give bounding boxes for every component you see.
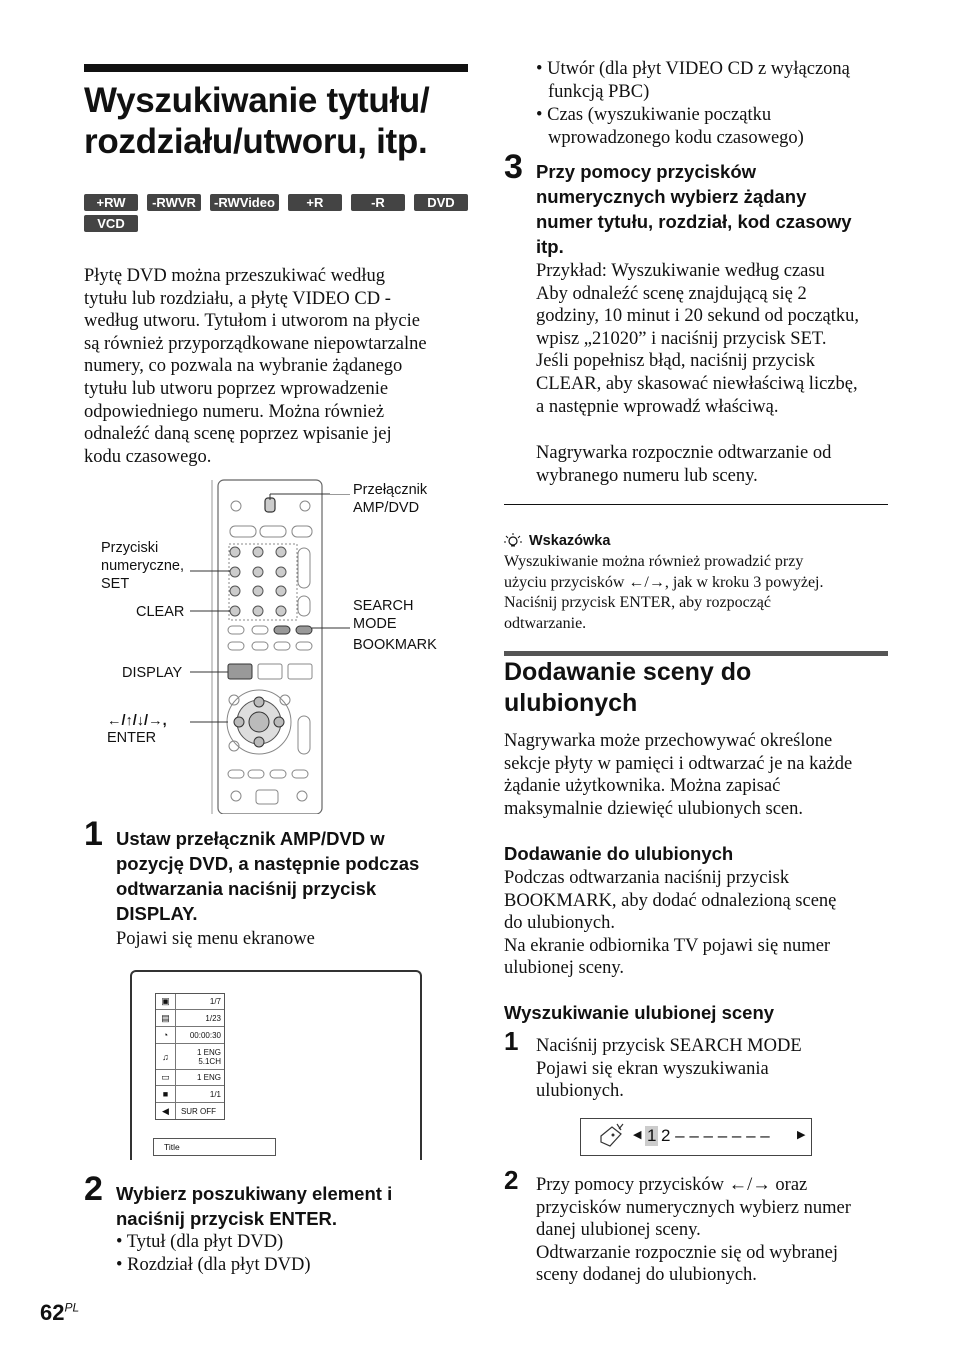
right-bullet: • Czas (wyszukiwanie początku	[536, 105, 772, 125]
step-2-bullet: • Tytuł (dla płyt DVD)	[116, 1232, 284, 1252]
step-heading-line: DISPLAY.	[116, 903, 198, 924]
tip-line: odtwarzanie.	[504, 614, 587, 632]
osd-row-surround	[156, 1103, 224, 1119]
body-line: sekcje płyty w pamięci i odtwarzać je na każde	[504, 753, 853, 774]
bookmark-icon	[597, 1122, 627, 1152]
label-clear: CLEAR	[136, 604, 185, 620]
step-heading-line: pozycję DVD, a następnie podczas	[116, 853, 420, 874]
tip-line: Wyszukiwanie można również prowadzić przy	[504, 553, 804, 570]
osd-row-chapter	[156, 1010, 224, 1027]
osd-value: 00:00:30	[189, 1030, 221, 1040]
body-line: Przy pomocy przycisków ←/→ oraz	[536, 1175, 808, 1195]
osd-value: 1/1	[209, 1089, 221, 1099]
label-text: numeryczne,	[101, 558, 185, 574]
body-line: BOOKMARK, aby dodać odnalezioną scenę	[504, 890, 837, 911]
badge-minus-r: -R	[351, 194, 405, 211]
section-rule	[504, 651, 888, 656]
page-title	[84, 80, 468, 162]
body-line: Przykład: Wyszukiwanie według czasu	[536, 261, 825, 281]
intro-line: tytułu lub utworu poprzez wprowadzenie	[84, 378, 389, 399]
page-language-suffix: PL	[64, 1300, 80, 1315]
body-line: Na ekranie odbiornika TV pojawi się numer	[504, 935, 831, 956]
top-rule	[84, 64, 468, 72]
intro-line: kodu czasowego.	[84, 446, 212, 467]
divider	[504, 504, 888, 505]
badge-minus-rwvideo: -RWVideo	[210, 194, 279, 211]
body-line: Pojawi się ekran wyszukiwania	[536, 1058, 769, 1079]
osd-row-subtitle	[156, 1070, 224, 1086]
osd-value: 1 ENG	[196, 1073, 221, 1082]
label-text: AMP/DVD	[353, 500, 420, 516]
step-3-body	[536, 260, 859, 418]
intro-line: odpowiedniego numeru. Można również	[84, 401, 385, 422]
body-line: do ulubionych.	[504, 913, 615, 934]
subtitle-icon: ▭	[156, 1070, 176, 1085]
title-icon: ▣	[156, 994, 176, 1009]
subsection-add-favorite: Dodawanie do ulubionych	[504, 843, 734, 864]
badge-plus-rw: +RW	[84, 194, 138, 211]
body-line: Podczas odtwarzania naciśnij przycisk	[504, 868, 790, 888]
step-1-heading	[116, 826, 476, 926]
intro-line: tytułu lub rozdziału, a płytę VIDEO CD -	[84, 288, 391, 309]
section-title-line: Dodawanie sceny do	[504, 658, 752, 686]
chapter-icon: ▤	[156, 1010, 176, 1026]
label-search-mode	[353, 597, 413, 633]
subsection-search-favorite: Wyszukiwanie ulubionej sceny	[504, 1002, 775, 1023]
body-line: wpisz „21020” i naciśnij przycisk SET.	[536, 328, 827, 349]
label-text: SET	[101, 576, 130, 592]
step-2-bullet: • Rozdział (dla płyt DVD)	[116, 1255, 311, 1275]
body-line: Aby odnaleźć scenę znajdującą się 2	[536, 283, 807, 304]
body-line: godziny, 10 minut i 20 sekund od początku,	[536, 306, 860, 327]
body-line: Naciśnij przycisk SEARCH MODE	[536, 1036, 802, 1056]
favorite-selected-number: 1	[647, 1126, 657, 1145]
step-3-number: 3	[504, 148, 523, 186]
arrow-left-icon: ◀	[633, 1129, 642, 1141]
osd-control-bar	[155, 993, 225, 1120]
body-line: danej ulubionej sceny.	[536, 1220, 701, 1241]
tip-line: użyciu przycisków ←/→, jak w kroku 3 powyżej.	[504, 573, 824, 591]
step-heading-line: Wybierz poszukiwany element i	[116, 1183, 393, 1204]
section-title-line: ulubionych	[504, 689, 638, 717]
osd-value: SUR OFF	[180, 1106, 217, 1116]
step-2-number: 2	[84, 1170, 103, 1208]
camera-icon: ■	[156, 1086, 176, 1102]
body-line: ulubionych.	[536, 1081, 624, 1102]
step-3-body-2	[536, 442, 831, 487]
intro-line: są również przyporządkowane niepowtarzalne	[84, 333, 427, 354]
section-2-title	[504, 657, 751, 719]
right-bullet-cont: funkcją PBC)	[548, 82, 650, 102]
osd-audio-lang: 1 ENG	[196, 1047, 221, 1057]
osd-value: 1/7	[209, 997, 221, 1006]
osd-value	[176, 1044, 224, 1069]
step-heading-line: Przy pomocy przycisków	[536, 161, 757, 182]
remote-leader-lines-right	[270, 494, 350, 644]
step-2-heading	[116, 1181, 476, 1231]
title-line-2: rozdziału/utworu, itp.	[84, 122, 428, 161]
speaker-icon: ◀	[156, 1103, 176, 1119]
body-line: Odtwarzanie rozpocznie się od wybranej	[536, 1242, 839, 1263]
step-heading-line: Ustaw przełącznik AMP/DVD w	[116, 828, 385, 849]
left-column	[84, 64, 468, 468]
osd-row-title	[156, 994, 224, 1010]
osd-value: 1/23	[205, 1013, 221, 1023]
label-arrows: ←/↑/↓/→,	[107, 713, 167, 729]
audio-icon: ♫	[156, 1044, 176, 1069]
step-1-number: 1	[84, 815, 103, 853]
step-heading-line: naciśnij przycisk ENTER.	[116, 1208, 338, 1229]
add-favorite-body	[504, 867, 836, 980]
badge-minus-rwvr: -RWVR	[147, 194, 201, 211]
tip-text	[504, 552, 823, 634]
body-line: wybranego numeru lub sceny.	[536, 465, 758, 486]
intro-line: numery, co pozwala na wybranie żądanego	[84, 356, 403, 377]
body-line: ulubionej sceny.	[504, 958, 625, 979]
label-text: MODE	[353, 616, 397, 632]
clock-icon: ◔	[156, 1027, 176, 1043]
favorite-search-bar	[580, 1118, 812, 1156]
badge-dvd: DVD	[414, 194, 468, 211]
body-line: sceny dodanej do ulubionych.	[536, 1265, 757, 1286]
lightbulb-icon	[504, 533, 522, 551]
tip-label: Wskazówka	[529, 533, 611, 549]
page-number-value: 62	[40, 1300, 65, 1325]
badge-plus-r: +R	[288, 194, 342, 211]
intro-paragraph	[84, 265, 468, 468]
osd-title-field: Title	[153, 1138, 276, 1156]
label-text: SEARCH	[353, 598, 414, 614]
osd-row-audio	[156, 1044, 224, 1070]
step-1-sub: Pojawi się menu ekranowe	[116, 929, 315, 949]
badge-vcd: VCD	[84, 215, 138, 232]
intro-line: według utworu. Tytułom i utworom na płycie	[84, 311, 420, 332]
right-bullet-cont: wprowadzonego kodu czasowego)	[548, 128, 804, 148]
label-text: Przyciski	[101, 540, 159, 556]
body-line: Nagrywarka może przechowywać określone	[504, 731, 833, 751]
osd-row-angle	[156, 1086, 224, 1103]
body-line: Jeśli popełnisz błąd, naciśnij przycisk	[536, 351, 815, 372]
section-2-intro	[504, 730, 852, 820]
fav-step-1-number: 1	[504, 1026, 519, 1056]
fav-step-2-number: 2	[504, 1165, 519, 1195]
arrow-right-icon: ▶	[797, 1129, 806, 1141]
label-numeric	[101, 539, 184, 593]
label-amp-dvd	[353, 481, 427, 517]
title-line-1: Wyszukiwanie tytułu/	[84, 81, 430, 120]
tip-line: Naciśnij przycisk ENTER, aby rozpocząć	[504, 594, 772, 611]
body-line: CLEAR, aby skasować niewłaściwą liczbę,	[536, 373, 858, 394]
osd-audio-ch: 5.1CH	[198, 1056, 221, 1066]
body-line: Nagrywarka rozpocznie odtwarzanie od	[536, 443, 832, 463]
page-number	[40, 1300, 79, 1326]
step-heading-line: numerycznych wybierz żądany	[536, 186, 807, 207]
label-enter: ENTER	[107, 730, 157, 746]
step-heading-line: numer tytułu, rozdział, kod czasowy	[536, 211, 852, 232]
label-display: DISPLAY	[122, 665, 183, 681]
body-line: żądanie użytkownika. Można zapisać	[504, 776, 781, 797]
intro-line: Płytę DVD można przeszukiwać według	[84, 266, 386, 286]
fav-step-1-body	[536, 1035, 802, 1103]
right-bullet: • Utwór (dla płyt VIDEO CD z wyłączoną	[536, 59, 850, 79]
label-bookmark: BOOKMARK	[353, 637, 437, 653]
fav-step-2-body	[536, 1174, 851, 1287]
label-text: Przełącznik	[353, 482, 428, 498]
disc-badges	[84, 194, 468, 232]
step-3-heading	[536, 159, 906, 259]
body-line: maksymalnie dziewięć ulubionych scen.	[504, 798, 803, 819]
intro-line: odnaleźć daną scenę poprzez wpisanie jej	[84, 424, 392, 445]
body-line: a następnie wprowadź właściwą.	[536, 396, 779, 417]
favorite-slots: 2 – – – – – – –	[661, 1126, 770, 1145]
step-heading-line: odtwarzania naciśnij przycisk	[116, 878, 377, 899]
step-heading-line: itp.	[536, 236, 564, 257]
osd-row-time	[156, 1027, 224, 1044]
body-line: przycisków numerycznych wybierz numer	[536, 1197, 851, 1218]
